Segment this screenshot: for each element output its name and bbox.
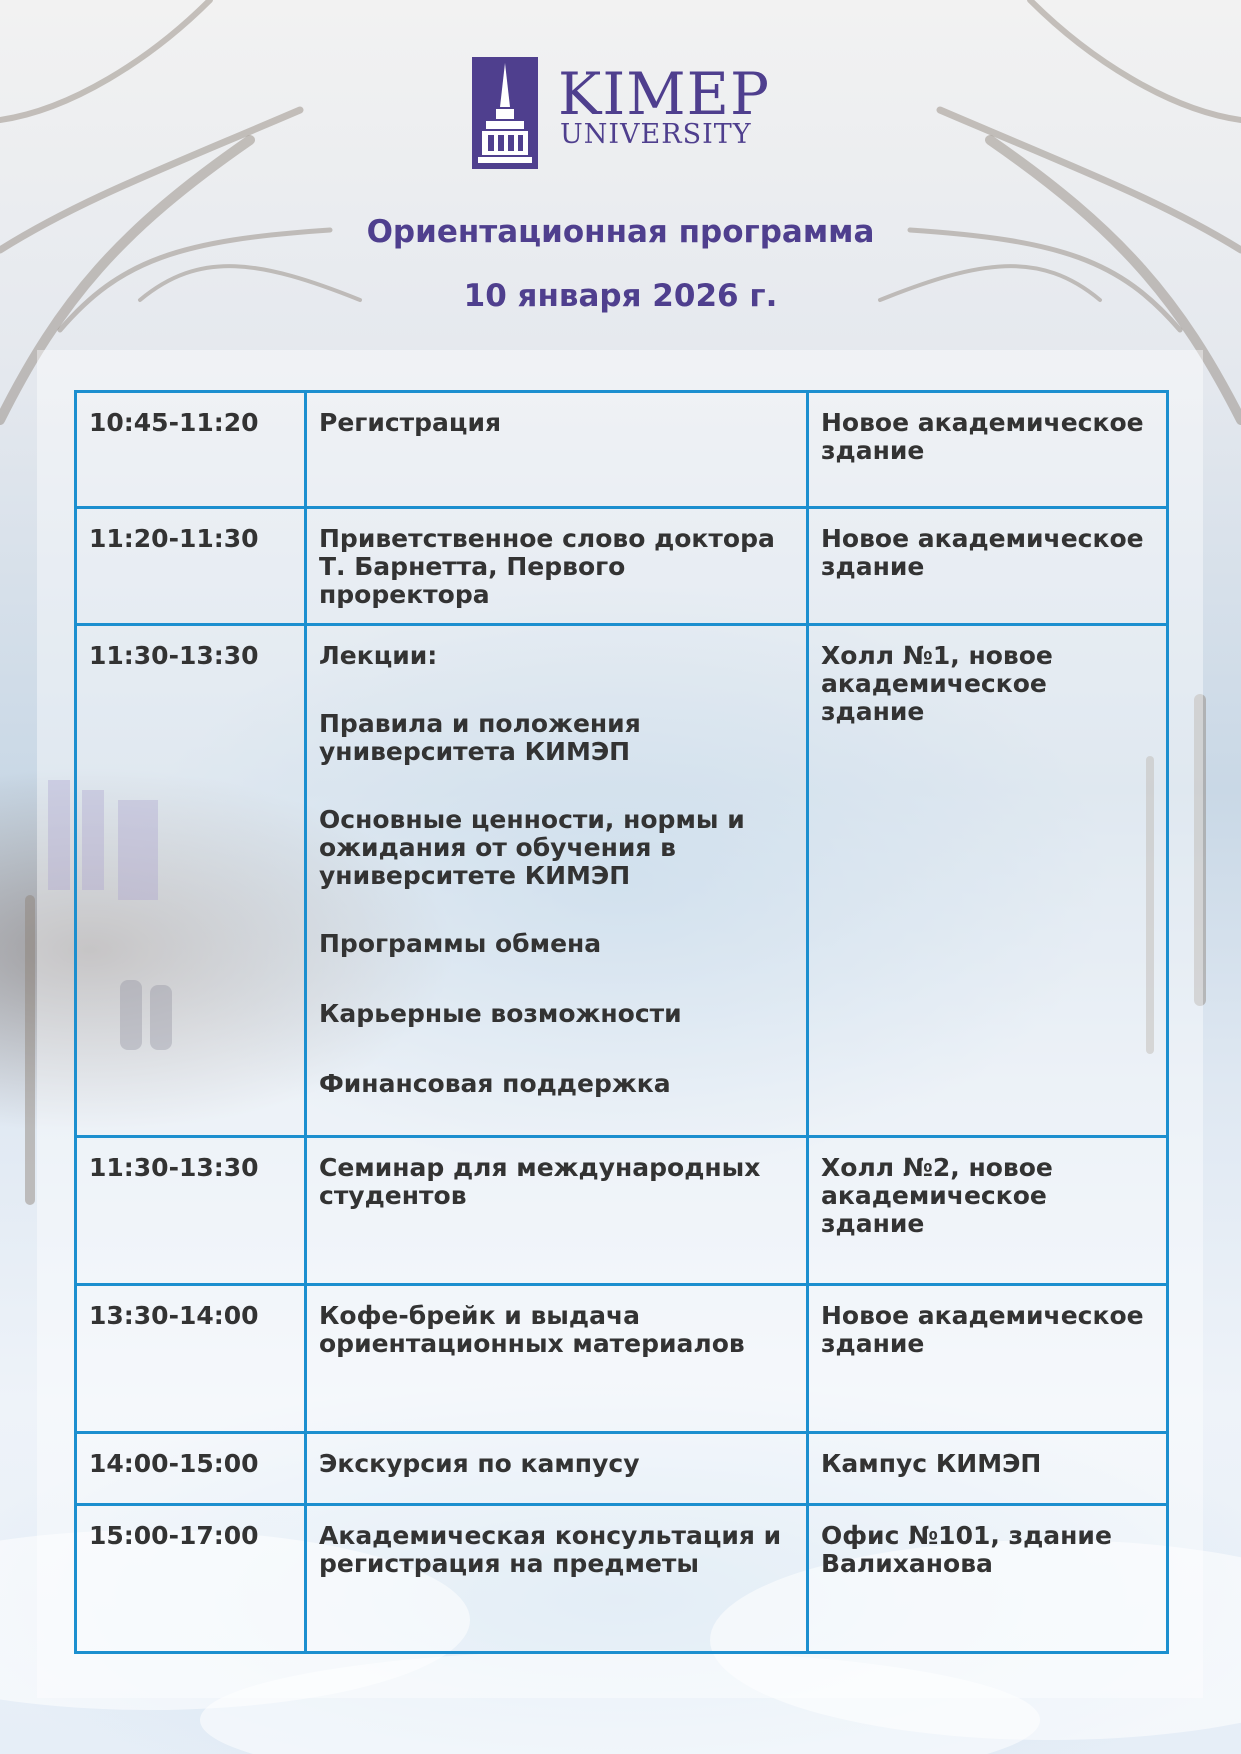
location-cell: Кампус КИМЭП — [808, 1433, 1168, 1505]
lecture-topic: Карьерные возможности — [319, 999, 682, 1028]
time-cell: 11:30-13:30 — [76, 625, 306, 1137]
tower-icon — [472, 57, 538, 169]
lecture-topic: Основные ценности, нормы и ожидания от обучения в университете КИМЭП — [319, 805, 745, 890]
location-cell: Новое академическое здание — [808, 1285, 1168, 1433]
schedule-table — [74, 390, 1169, 1654]
event-cell — [306, 625, 808, 1137]
location-cell: Новое академическое здание — [808, 508, 1168, 625]
logo-subtitle: UNIVERSITY — [560, 119, 752, 150]
location-cell: Холл №1, новое академическое здание — [808, 625, 1168, 1137]
event-cell: Регистрация — [306, 392, 808, 508]
event-cell: Кофе-брейк и выдача ориентационных материалов — [306, 1285, 808, 1433]
time-cell: 14:00-15:00 — [76, 1433, 306, 1505]
lectures-heading: Лекции: — [319, 641, 438, 670]
page-date: 10 января 2026 г. — [463, 278, 778, 314]
lecture-topic: Финансовая поддержка — [319, 1069, 671, 1098]
time-cell: 10:45-11:20 — [76, 392, 306, 508]
location-cell: Офис №101, здание Валиханова — [808, 1505, 1168, 1653]
table-row — [76, 1505, 1168, 1653]
event-cell: Академическая консультация и регистрация на предметы — [306, 1505, 808, 1653]
time-cell: 11:30-13:30 — [76, 1137, 306, 1285]
location-cell: Новое академическое здание — [808, 392, 1168, 508]
time-cell: 11:20-11:30 — [76, 508, 306, 625]
kimep-logo — [472, 57, 772, 169]
page-title: Ориентационная программа — [366, 214, 875, 250]
logo-name: KIMEP — [558, 60, 770, 128]
lecture-topic: Правила и положения университета КИМЭП — [319, 709, 641, 766]
lecture-topic: Программы обмена — [319, 929, 602, 958]
location-cell: Холл №2, новое академическое здание — [808, 1137, 1168, 1285]
table-row — [76, 1137, 1168, 1285]
event-cell: Приветственное слово доктора Т. Барнетта, Первого проректора — [306, 508, 808, 625]
time-cell: 15:00-17:00 — [76, 1505, 306, 1653]
table-row — [76, 392, 1168, 508]
table-row — [76, 1433, 1168, 1505]
event-cell: Семинар для международных студентов — [306, 1137, 808, 1285]
event-cell: Экскурсия по кампусу — [306, 1433, 808, 1505]
table-row — [76, 625, 1168, 1137]
time-cell: 13:30-14:00 — [76, 1285, 306, 1433]
table-row — [76, 1285, 1168, 1433]
table-row — [76, 508, 1168, 625]
